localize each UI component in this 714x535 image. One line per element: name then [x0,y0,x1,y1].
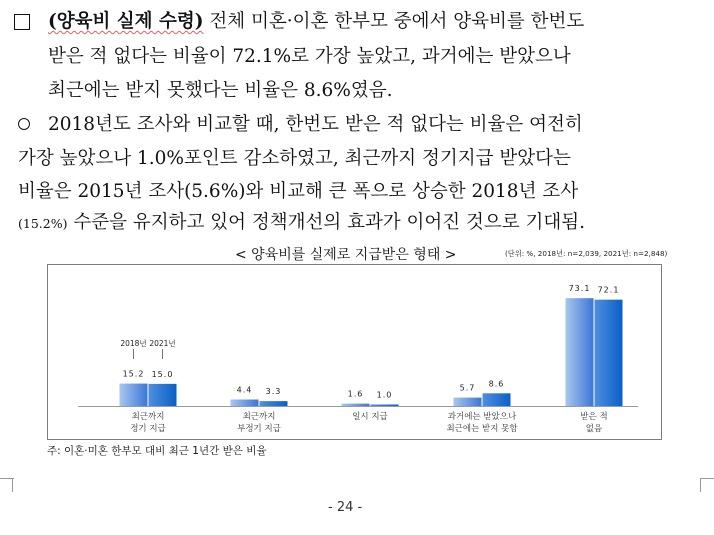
bar-value-label: 73.1 [568,284,591,294]
bar-value-label: 15.2 [122,369,145,379]
category-label: 정기 지급 [130,424,166,434]
bar-value-label: 8.6 [488,379,505,389]
paragraph1-line2: 받은 적 없다는 비율이 72.1%로 가장 높았고, 과거에는 받았으나 [48,46,571,67]
bar-2021-0 [149,384,177,406]
category-label: 최근까지 [131,412,165,422]
series-label-1: 2021년 [149,339,176,348]
category-label: 없음 [585,424,603,434]
figure-note: 주: 이혼·미혼 한부모 대비 최근 1년간 받은 비율 [47,445,267,457]
category-label: 부정기 지급 [237,424,281,434]
bar-2021-2 [371,405,399,407]
crop-mark-right-h [700,478,714,479]
paragraph1-heading: (양육비 실제 수령) [48,11,204,32]
bar-value-label: 1.0 [376,390,393,400]
category-label: 최근까지 [242,412,276,422]
figure-caption: < 양육비를 실제로 지급받은 형태 > [235,247,457,263]
paragraph1-line3: 최근에는 받지 못했다는 비율은 8.6%였음. [48,80,393,101]
category-label: 과거에는 받았으나 [447,412,517,422]
bar-chart [47,264,662,440]
crop-mark-left-h [0,478,14,479]
paragraph1-line1 [48,10,584,34]
bar-2021-4 [595,300,623,406]
bar-2021-3 [483,393,511,406]
bar-value-label: 3.3 [265,387,282,397]
category-label: 받은 적 [580,412,608,422]
crop-mark-left [0,478,13,492]
page-number: - 24 - [328,500,363,515]
paragraph2-line1: 2018년도 조사와 비교할 때, 한번도 받은 적 없다는 비율은 여전히 [48,114,583,135]
bar-2021-1 [260,401,288,406]
paragraph2-line2: 가장 높았으나 1.0%포인트 감소하였고, 최근까지 정기지급 받았다는 [18,148,571,169]
category-label: 일시 지급 [352,412,388,422]
paragraph1-line1-text: 전체 미혼·이혼 한부모 중에서 양육비를 한번도 [203,11,585,32]
bar-2018-0 [120,384,148,406]
bar-value-label: 4.4 [236,385,253,395]
bar-chart-svg [48,265,661,439]
paragraph2-line3: 비율은 2015년 조사(5.6%)와 비교해 큰 폭으로 상승한 2018년 조사 [18,181,579,202]
paragraph2-line4-small: (15.2%) [18,216,68,231]
checkbox-bullet [14,14,30,30]
bar-value-label: 72.1 [597,285,620,295]
crop-mark-right [700,478,713,492]
bar-value-label: 5.7 [459,383,476,393]
category-label: 최근에는 받지 못함 [446,424,518,434]
figure-unit-note: (단위: %, 2018년: n=2,039, 2021년: n=2,848) [505,249,668,258]
bar-2018-4 [566,298,594,406]
bar-value-label: 15.0 [151,369,174,379]
series-label-0: 2018년 [120,339,147,348]
bar-2018-3 [454,398,482,406]
bar-value-label: 1.6 [347,389,364,399]
paragraph2-line4 [18,211,585,236]
circle-bullet [18,118,30,130]
paragraph2-line4-text: 수준을 유지하고 있어 정책개선의 효과가 이어진 것으로 기대됨. [67,212,586,233]
bar-2018-2 [342,404,370,406]
bar-2018-1 [231,400,259,406]
